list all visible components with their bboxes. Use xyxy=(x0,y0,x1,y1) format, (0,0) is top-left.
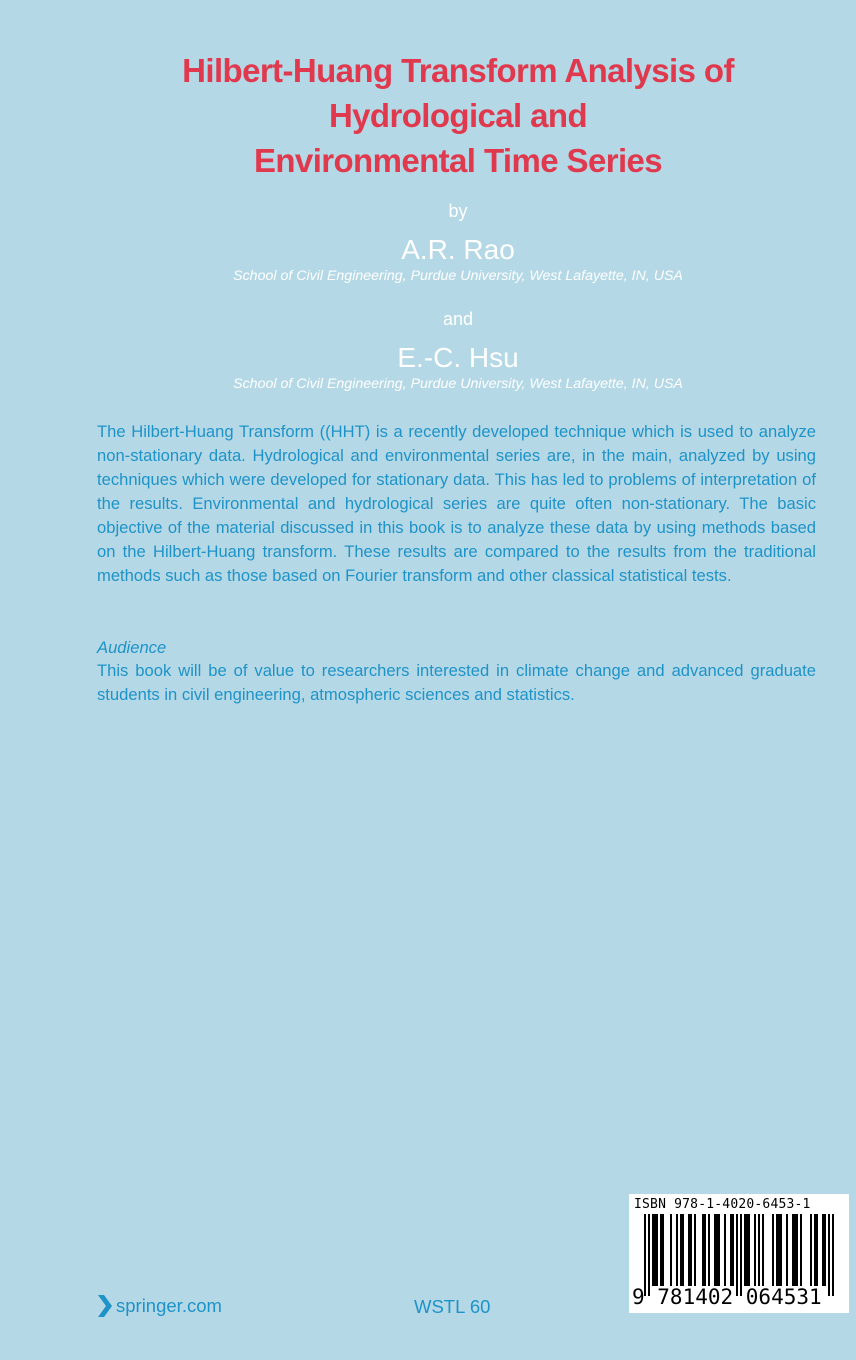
barcode-bar xyxy=(654,1214,656,1286)
author-2-affiliation: School of Civil Engineering, Purdue University, West Lafayette, IN, USA xyxy=(233,376,683,392)
book-abstract: The Hilbert-Huang Transform ((HHT) is a recently developed technique which is used to analyze non-stationary data. Hydrological and environmental series are, in the main, analyzed by using techniques which were developed for stationary data. This has led to problems of interpretation of the results. Environmental and hydrological series are quite often non-stationary. The basic objective of the material discussed in this book is to analyze these data by using methods based on the Hilbert-Huang transform. These results are compared to the results from the traditional methods such as those based on Fourier transform and other classical statistical tests. xyxy=(97,422,816,585)
barcode-bar xyxy=(714,1214,716,1286)
and-label: and xyxy=(442,309,474,329)
title-line-3: Environmental Time Series xyxy=(253,142,663,179)
barcode-bar xyxy=(688,1214,690,1286)
barcode-bar xyxy=(648,1214,650,1296)
barcode-bar xyxy=(828,1214,830,1296)
author-2-name: E.-C. Hsu xyxy=(397,342,519,373)
barcode-bar xyxy=(682,1214,684,1286)
barcode-bar xyxy=(680,1214,682,1286)
barcode-bar xyxy=(656,1214,658,1286)
barcode-bar xyxy=(708,1214,710,1286)
barcode-bar xyxy=(676,1214,678,1286)
barcode-bar xyxy=(702,1214,704,1286)
barcode-bar xyxy=(748,1214,750,1286)
author-1-affiliation: School of Civil Engineering, Purdue University, West Lafayette, IN, USA xyxy=(233,268,683,284)
audience-heading: Audience xyxy=(97,638,167,657)
barcode-bar xyxy=(704,1214,706,1286)
barcode-bar xyxy=(716,1214,718,1286)
barcode-bar xyxy=(732,1214,734,1286)
title-line-2: Hydrological and xyxy=(328,97,588,134)
barcode-bar xyxy=(778,1214,780,1286)
barcode-bar xyxy=(670,1214,672,1286)
springer-link[interactable] xyxy=(97,1292,222,1320)
barcode-bar xyxy=(822,1214,824,1286)
barcode-bar xyxy=(786,1214,788,1286)
author-1-name: A.R. Rao xyxy=(401,234,515,265)
barcode-bar xyxy=(792,1214,794,1286)
barcode-bar xyxy=(832,1214,834,1296)
barcode-bar xyxy=(772,1214,774,1286)
barcode-bar xyxy=(718,1214,720,1286)
barcode-bar xyxy=(746,1214,748,1286)
title-line-1: Hilbert-Huang Transform Analysis of xyxy=(182,52,734,89)
audience-text: This book will be of value to researchers interested in climate change and advanced graduate students in civil engineering, atmospheric sciences and statistics. xyxy=(97,661,816,704)
barcode-bar xyxy=(794,1214,796,1286)
barcode-bar xyxy=(796,1214,798,1286)
barcode-digits: 9 781402 064531 xyxy=(632,1285,822,1309)
barcode-bar xyxy=(694,1214,696,1286)
barcode-bar xyxy=(754,1214,756,1286)
barcode-bar xyxy=(690,1214,692,1286)
barcode-bar xyxy=(824,1214,826,1286)
barcode-bar xyxy=(744,1214,746,1286)
springer-chevron-icon xyxy=(97,1294,113,1318)
barcode-bar xyxy=(780,1214,782,1286)
barcode-bar xyxy=(736,1214,738,1296)
barcode-bar xyxy=(758,1214,760,1286)
book-title xyxy=(60,48,856,183)
barcode-bar xyxy=(762,1214,764,1286)
springer-link-label: springer.com xyxy=(116,1295,222,1316)
barcode-bar xyxy=(662,1214,664,1286)
barcode-bar xyxy=(800,1214,802,1286)
series-code: WSTL 60 xyxy=(414,1296,491,1317)
barcode-bar xyxy=(644,1214,646,1296)
barcode-bar xyxy=(724,1214,726,1286)
barcode-bar xyxy=(816,1214,818,1286)
isbn-label: ISBN 978-1-4020-6453-1 xyxy=(634,1197,811,1212)
barcode-bar xyxy=(660,1214,662,1286)
barcode-bar xyxy=(776,1214,778,1286)
barcode-bar xyxy=(740,1214,742,1296)
barcode-bar xyxy=(810,1214,812,1286)
barcode-bar xyxy=(652,1214,654,1286)
barcode-bar xyxy=(730,1214,732,1286)
isbn-barcode xyxy=(629,1194,849,1313)
barcode-bar xyxy=(814,1214,816,1286)
by-label: by xyxy=(448,201,468,221)
